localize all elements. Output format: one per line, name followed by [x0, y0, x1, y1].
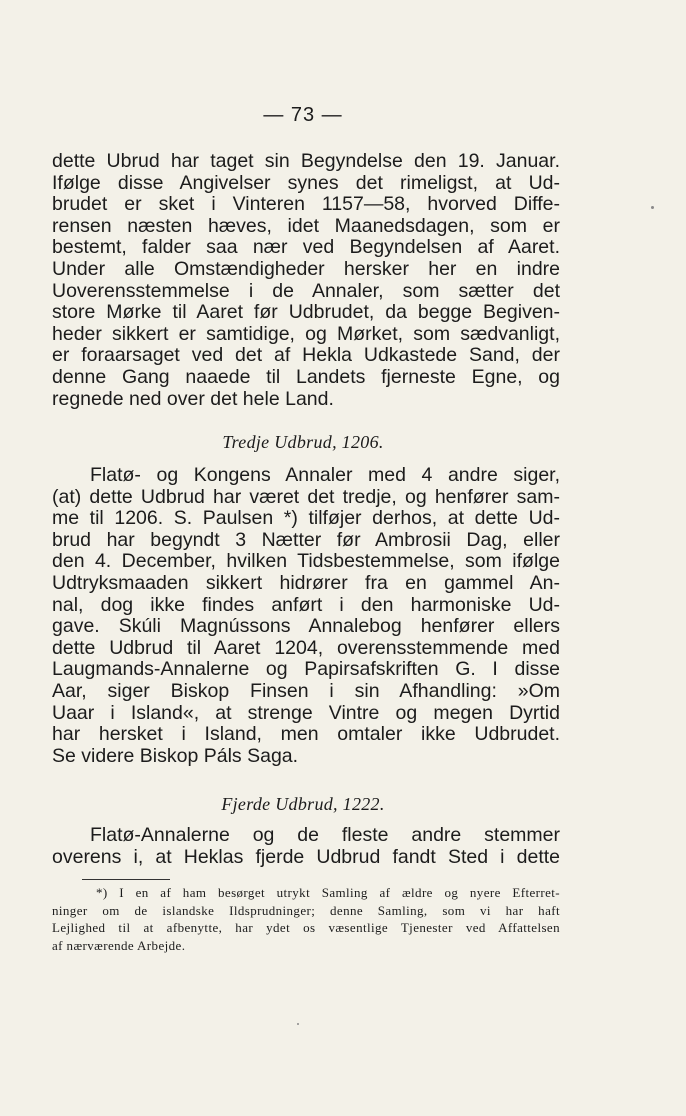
text-line: Aar, siger Biskop Finsen i sin Afhandling: »Om: [52, 679, 560, 702]
text-line: Flatø- og Kongens Annaler med 4 andre siger,: [90, 464, 560, 486]
text-line: har hersket i Island, men omtaler ikke Udbrudet.: [52, 723, 560, 746]
paragraph-fourth-eruption: [52, 825, 560, 868]
text-line: gave. Skúli Magnússons Annalebog henfører ellers: [52, 615, 560, 638]
section-heading-fourth-eruption: Fjerde Udbrud, 1222.: [221, 794, 385, 814]
paper-speck: [297, 1023, 299, 1025]
text-line: nal, dog ikke findes anført i den harmoniske Ud-: [52, 593, 560, 616]
text-line: Udtryksmaaden sikkert hidrører fra en gammel An-: [52, 571, 560, 594]
text-line: dette Ubrud har taget sin Begyndelse den 19. Januar.: [52, 150, 560, 172]
text-line: overens i, at Heklas fjerde Udbrud fandt Sted i dette: [52, 845, 560, 868]
section-heading-third-eruption: Tredje Udbrud, 1206.: [222, 432, 384, 452]
text-line: denne Gang naaede til Landets fjerneste Egne, og: [52, 365, 560, 388]
text-line: me til 1206. S. Paulsen *) tilføjer derhos, at dette Ud-: [52, 507, 560, 530]
footnote: [52, 884, 560, 954]
text-line: Laugmands-Annalerne og Papirsafskriften G. I disse: [52, 658, 560, 681]
text-line: heder sikkert er samtidige, og Mørket, som sædvanligt,: [52, 322, 560, 345]
footnote-line: *) I en af ham besørget utrykt Samling af ældre og nyere Efterret-: [96, 885, 560, 900]
text-line: er foraarsaget ved det af Hekla Udkastede Sand, der: [52, 344, 560, 367]
paragraph-third-eruption: [52, 465, 560, 767]
text-line: Uoverensstemmelse i de Annaler, som sætter det: [52, 279, 560, 302]
text-line: Ifølge disse Angivelser synes det rimeligst, at Ud-: [52, 171, 560, 194]
text-line: (at) dette Udbrud har været det tredje, og henfører sam-: [52, 485, 560, 508]
text-line: bestemt, falder saa nær ved Begyndelsen af Aaret.: [52, 236, 560, 259]
footnote-line: af nærværende Arbejde.: [52, 937, 186, 953]
text-line: rensen næsten hæves, idet Maanedsdagen, som er: [52, 214, 560, 237]
text-line: Flatø-Annalerne og de fleste andre stemmer: [90, 824, 560, 846]
paragraph-continuation: [52, 151, 560, 410]
text-line: dette Udbrud til Aaret 1204, overensstemmende med: [52, 636, 560, 659]
text-line: Under alle Omstændigheder hersker her en indre: [52, 257, 560, 280]
page-number: — 73 —: [263, 104, 343, 126]
text-line: Uaar i Island«, at strenge Vintre og megen Dyrtid: [52, 701, 560, 724]
text-line: den 4. December, hvilken Tidsbestemmelse, som ifølge: [52, 550, 560, 573]
footnote-line: ninger om de islandske Ildsprudninger; denne Samling, som vi har haft: [52, 902, 560, 918]
text-line: brudet er sket i Vinteren 1157—58, hvorved Diffe-: [52, 193, 560, 216]
text-line: Se videre Biskop Páls Saga.: [52, 744, 299, 767]
paper-speck: [651, 206, 654, 209]
text-line: store Mørke til Aaret før Udbrudet, da begge Begiven-: [52, 301, 560, 324]
footnote-separator: [82, 879, 170, 880]
footnote-line: Lejlighed til at afbenytte, har ydet os væsentlige Tjenester ved Affattelsen: [52, 920, 560, 935]
text-line: brud har begyndt 3 Nætter før Ambrosii Dag, eller: [52, 528, 560, 551]
text-line: regnede ned over det hele Land.: [52, 387, 334, 410]
